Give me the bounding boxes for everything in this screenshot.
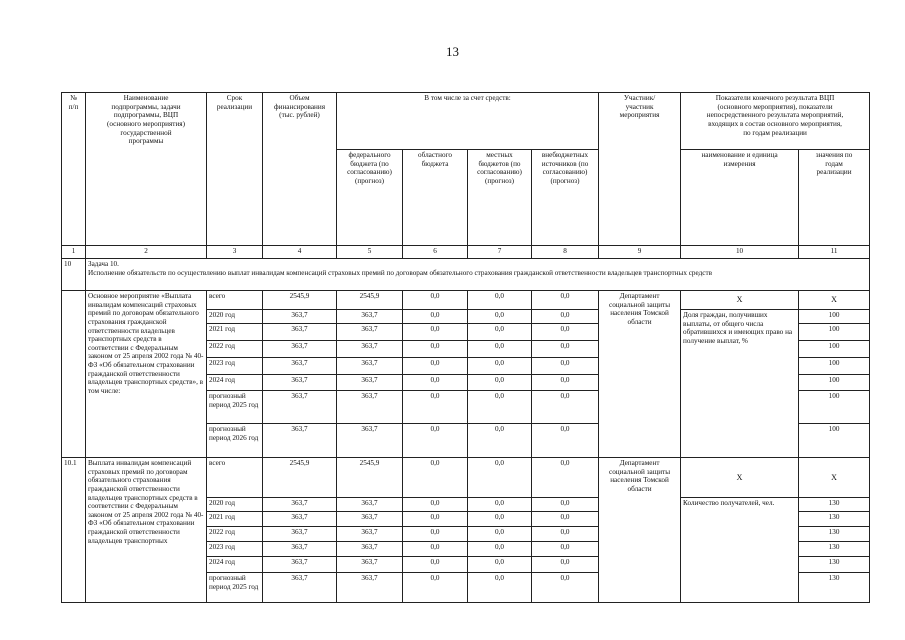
column-number: 1 (62, 246, 86, 259)
volume-cell: 363,7 (263, 557, 337, 573)
regional-cell: 0,0 (403, 310, 468, 324)
federal-cell: 363,7 (337, 341, 403, 358)
volume-cell: 363,7 (263, 341, 337, 358)
column-number: 11 (799, 246, 870, 259)
offbudget-cell: 0,0 (532, 358, 599, 375)
term-cell: 2020 год (207, 498, 263, 512)
volume-cell: 363,7 (263, 358, 337, 375)
term-cell: 2023 год (207, 542, 263, 557)
column-number: 9 (599, 246, 681, 259)
header-including: В том числе за счет средств: (337, 93, 599, 150)
header-name: Наименование подпрограммы, задачи подпрограммы, ВЦП (основного мероприятия) государственной программы (86, 93, 207, 246)
federal-cell: 363,7 (337, 557, 403, 573)
local-cell: 0,0 (468, 557, 532, 573)
header-volume: Объем финансирования (тыс. рублей) (263, 93, 337, 246)
volume-cell: 363,7 (263, 310, 337, 324)
regional-cell: 0,0 (403, 341, 468, 358)
local-cell: 0,0 (468, 542, 532, 557)
regional-cell: 0,0 (403, 498, 468, 512)
indicator-value-cell: 100 (799, 375, 870, 391)
local-cell: 0,0 (468, 512, 532, 527)
local-cell: 0,0 (468, 573, 532, 603)
regional-cell: 0,0 (403, 424, 468, 458)
indicator-value-cell: X (799, 291, 870, 310)
header-regional: областного бюджета (403, 150, 468, 246)
participant-cell: Департамент социальной защиты населения Томской области (599, 458, 681, 603)
local-cell: 0,0 (468, 424, 532, 458)
column-number: 10 (681, 246, 799, 259)
offbudget-cell: 0,0 (532, 557, 599, 573)
federal-cell: 363,7 (337, 542, 403, 557)
column-numbers-row (62, 246, 870, 259)
indicator-x-cell: X (681, 291, 799, 310)
offbudget-cell: 0,0 (532, 458, 599, 498)
volume-cell: 363,7 (263, 573, 337, 603)
offbudget-cell: 0,0 (532, 512, 599, 527)
local-cell: 0,0 (468, 324, 532, 341)
column-number: 7 (468, 246, 532, 259)
offbudget-cell: 0,0 (532, 310, 599, 324)
local-cell: 0,0 (468, 341, 532, 358)
indicator-value-cell: 130 (799, 557, 870, 573)
federal-cell: 363,7 (337, 375, 403, 391)
header-participant: Участник/ участник мероприятия (599, 93, 681, 246)
local-cell: 0,0 (468, 527, 532, 542)
indicator-value-cell: 100 (799, 358, 870, 375)
indicator-value-cell: 130 (799, 498, 870, 512)
indicator-value-cell: X (799, 458, 870, 498)
header-term: Срок реализации (207, 93, 263, 246)
regional-cell: 0,0 (403, 512, 468, 527)
offbudget-cell: 0,0 (532, 324, 599, 341)
term-cell: 2024 год (207, 375, 263, 391)
volume-cell: 363,7 (263, 324, 337, 341)
local-cell: 0,0 (468, 310, 532, 324)
offbudget-cell: 0,0 (532, 573, 599, 603)
indicator-value-cell: 130 (799, 512, 870, 527)
indicator-value-cell: 130 (799, 573, 870, 603)
measure-name: Основное мероприятие «Выплата инвалидам компенсаций страховых премий по договорам обязательного страхования гражданской ответственности владельцев транспортных средств в соответствии с Федеральным законом от 25 апреля 2002 года № 40-ФЗ «Об обязательном страховании гражданской ответственности владельцев транспортных средств», в том числе: (86, 291, 207, 458)
term-cell: прогнозный период 2026 год (207, 424, 263, 458)
federal-cell: 2545,9 (337, 291, 403, 310)
column-number: 3 (207, 246, 263, 259)
task-row (62, 259, 870, 291)
column-number: 4 (263, 246, 337, 259)
task-num: 10 (62, 259, 86, 291)
offbudget-cell: 0,0 (532, 375, 599, 391)
regional-cell: 0,0 (403, 358, 468, 375)
table-row (62, 291, 870, 310)
indicator-value-cell: 100 (799, 310, 870, 324)
column-number: 6 (403, 246, 468, 259)
indicator-value-cell: 100 (799, 324, 870, 341)
offbudget-cell: 0,0 (532, 424, 599, 458)
row-num (62, 291, 86, 458)
federal-cell: 363,7 (337, 498, 403, 512)
column-number: 2 (86, 246, 207, 259)
volume-cell: 363,7 (263, 391, 337, 424)
table-row (62, 458, 870, 498)
volume-cell: 363,7 (263, 512, 337, 527)
header-num: № п/п (62, 93, 86, 246)
regional-cell: 0,0 (403, 391, 468, 424)
term-cell: прогнозный период 2025 год (207, 391, 263, 424)
financing-table (61, 92, 870, 603)
federal-cell: 363,7 (337, 391, 403, 424)
regional-cell: 0,0 (403, 324, 468, 341)
term-cell: 2024 год (207, 557, 263, 573)
federal-cell: 363,7 (337, 358, 403, 375)
offbudget-cell: 0,0 (532, 391, 599, 424)
offbudget-cell: 0,0 (532, 527, 599, 542)
federal-cell: 363,7 (337, 527, 403, 542)
term-cell: всего (207, 458, 263, 498)
term-cell: 2021 год (207, 324, 263, 341)
task-cell (86, 259, 870, 291)
regional-cell: 0,0 (403, 527, 468, 542)
federal-cell: 363,7 (337, 512, 403, 527)
indicator-x-cell: X (681, 458, 799, 498)
federal-cell: 363,7 (337, 573, 403, 603)
volume-cell: 363,7 (263, 424, 337, 458)
federal-cell: 363,7 (337, 310, 403, 324)
indicator-value-cell: 100 (799, 391, 870, 424)
offbudget-cell: 0,0 (532, 498, 599, 512)
indicator-value-cell: 130 (799, 542, 870, 557)
federal-cell: 2545,9 (337, 458, 403, 498)
column-number: 8 (532, 246, 599, 259)
local-cell: 0,0 (468, 375, 532, 391)
federal-cell: 363,7 (337, 424, 403, 458)
term-cell: 2022 год (207, 527, 263, 542)
regional-cell: 0,0 (403, 458, 468, 498)
regional-cell: 0,0 (403, 542, 468, 557)
offbudget-cell: 0,0 (532, 542, 599, 557)
header-offbudget: внебюджетных источников (по согласованию) (прогноз) (532, 150, 599, 246)
regional-cell: 0,0 (403, 291, 468, 310)
volume-cell: 363,7 (263, 375, 337, 391)
local-cell: 0,0 (468, 291, 532, 310)
task-title: Задача 10. (88, 260, 119, 268)
header-local: местных бюджетов (по согласованию) (прогноз) (468, 150, 532, 246)
indicator-name-cell: Доля граждан, получивших выплаты, от общего числа обратившихся и имеющих право на получение выплат, % (681, 310, 799, 458)
indicator-value-cell: 100 (799, 424, 870, 458)
term-cell: 2020 год (207, 310, 263, 324)
row-num: 10.1 (62, 458, 86, 603)
term-cell: 2021 год (207, 512, 263, 527)
header-ind-name: наименование и единица измерения (681, 150, 799, 246)
regional-cell: 0,0 (403, 557, 468, 573)
term-cell: 2023 год (207, 358, 263, 375)
column-number: 5 (337, 246, 403, 259)
task-text: Исполнение обязательств по осуществлению выплат инвалидам компенсаций страховых премий по договорам обязательного страхования гражданской ответственности владельцев транспортных средств (88, 268, 712, 277)
term-cell: всего (207, 291, 263, 310)
volume-cell: 363,7 (263, 498, 337, 512)
header-ind-values: значения по годам реализации (799, 150, 870, 246)
measure-name: Выплата инвалидам компенсаций страховых премий по договорам обязательного страхования гражданской ответственности владельцев транспортных средств в соответствии с Федеральным законом от 25 апреля 2002 года № 40-ФЗ «Об обязательном страховании гражданской ответственности владельцев транспортных (86, 458, 207, 603)
indicator-value-cell: 130 (799, 527, 870, 542)
page-number: 13 (446, 44, 459, 59)
header-federal: федерального бюджета (по согласованию) (прогноз) (337, 150, 403, 246)
term-cell: 2022 год (207, 341, 263, 358)
regional-cell: 0,0 (403, 573, 468, 603)
local-cell: 0,0 (468, 458, 532, 498)
federal-cell: 363,7 (337, 324, 403, 341)
local-cell: 0,0 (468, 391, 532, 424)
local-cell: 0,0 (468, 498, 532, 512)
regional-cell: 0,0 (403, 375, 468, 391)
volume-cell: 2545,9 (263, 291, 337, 310)
indicator-value-cell: 100 (799, 341, 870, 358)
header-indicators: Показатели конечного результата ВЦП (основного мероприятия), показатели непосредственного результата мероприятий, входящих в состав основного мероприятия, по годам реализации (681, 93, 870, 150)
participant-cell: Департамент социальной защиты населения Томской области (599, 291, 681, 458)
volume-cell: 363,7 (263, 527, 337, 542)
offbudget-cell: 0,0 (532, 291, 599, 310)
indicator-name-cell: Количество получателей, чел. (681, 498, 799, 603)
offbudget-cell: 0,0 (532, 341, 599, 358)
local-cell: 0,0 (468, 358, 532, 375)
volume-cell: 2545,9 (263, 458, 337, 498)
volume-cell: 363,7 (263, 542, 337, 557)
term-cell: прогнозный период 2025 год (207, 573, 263, 603)
